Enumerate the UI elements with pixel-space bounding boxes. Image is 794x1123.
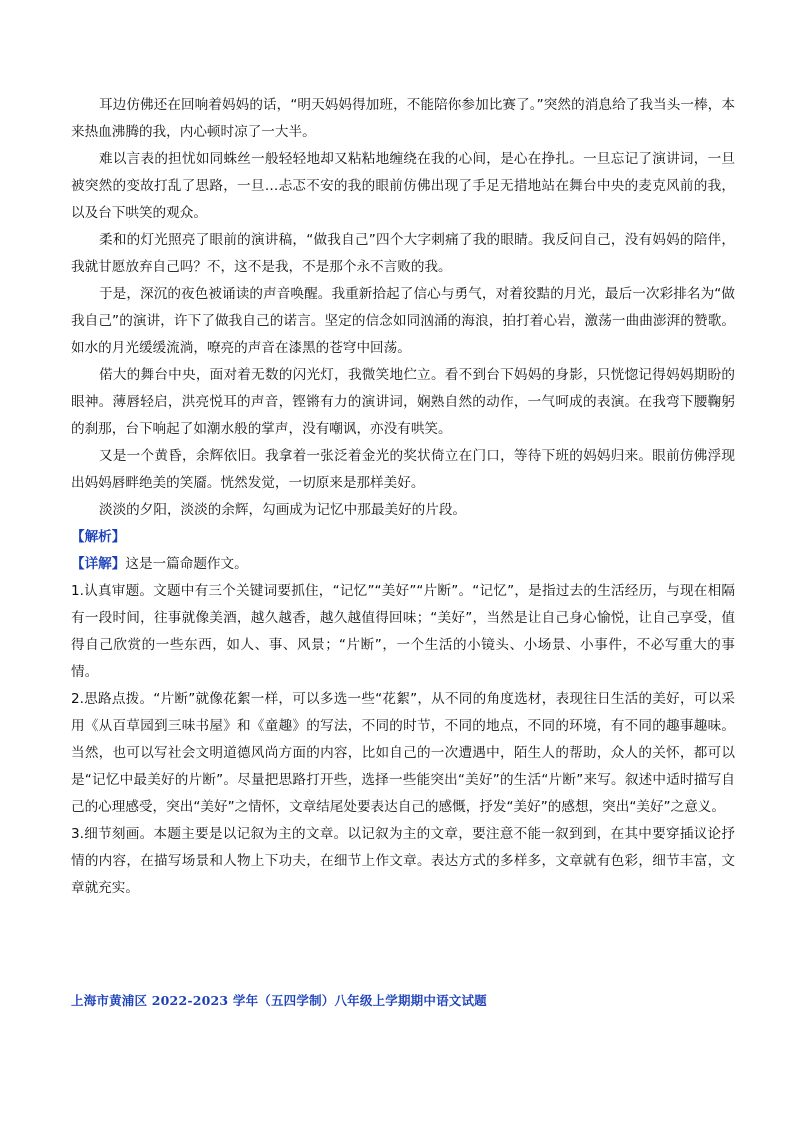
essay-paragraph: 又是一个黄昏，余辉依旧。我拿着一张泛着金光的奖状倚立在门口，等待下班的妈妈归来。眼前仿佛浮现出妈妈唇畔绝美的笑靥。恍然发觉，一切原来是那样美好。 bbox=[71, 448, 735, 491]
essay-paragraph: 偌大的舞台中央，面对着无数的闪光灯，我微笑地伫立。看不到台下妈妈的身影，只恍惚记得妈妈期盼的眼神。薄唇轻启，洪亮悦耳的声音，铿锵有力的演讲词，娴熟自然的动作，一气呵成的表演。在我弯下腰鞠躬的刹那，台下响起了如潮水般的掌声，没有嘲讽，亦没有哄笑。 bbox=[71, 367, 735, 437]
analysis-header: 【解析】 bbox=[71, 529, 126, 545]
page-content bbox=[71, 92, 735, 902]
essay-paragraph: 难以言表的担忧如同蛛丝一般轻轻地却又粘粘地缠绕在我的心间，是心在挣扎。一旦忘记了演讲词，一旦被突然的变故打乱了思路，一旦…忐忑不安的我的眼前仿佛出现了手足无措地站在舞台中央的麦克风前的我，以及台下哄笑的观众。 bbox=[71, 151, 735, 221]
analysis-detail bbox=[71, 551, 735, 578]
essay-paragraph: 于是，深沉的夜色被诵读的声音唤醒。我重新拾起了信心与勇气，对着狡黠的月光，最后一次彩排名为“做我自己”的演讲，许下了做我自己的诺言。坚定的信念如同汹涌的海浪，拍打着心岩，激荡一曲曲澎湃的赞歌。如水的月光缓缓流淌，嘹亮的声音在漆黑的苍穹中回荡。 bbox=[71, 286, 735, 356]
analysis-point: 2.思路点拨。“片断”就像花絮一样，可以多选一些“花絮”，从不同的角度选材，表现往日生活的美好，可以采用《从百草园到三味书屋》和《童趣》的写法，不同的时节，不同的地点，不同的环境，有不同的趣事趣味。当然，也可以写社会文明道德风尚方面的内容，比如自己的一次遭遇中，陌生人的帮助，众人的关怀，都可以是“记忆中最美好的片断”。尽量把思路打开些，选择一些能突出“美好”的生活“片断”来写。叙述中适时描写自己的心理感受，突出“美好”之情怀，文章结尾处要表达自己的感慨，抒发“美好”的感想，突出“美好”之意义。 bbox=[71, 691, 735, 815]
detail-tag: 【详解】 bbox=[71, 556, 126, 572]
essay-paragraph: 柔和的灯光照亮了眼前的演讲稿，“做我自己”四个大字刺痛了我的眼睛。我反问自己，没有妈妈的陪伴，我就甘愿放弃自己吗？不，这不是我，不是那个永不言败的我。 bbox=[71, 232, 735, 275]
exam-title: 上海市黄浦区 2022-2023 学年（五四学制）八年级上学期期中语文试题 bbox=[71, 993, 487, 1008]
analysis-point: 1.认真审题。文题中有三个关键词要抓住，“记忆”“美好”“片断”。“记忆”，是指过去的生活经历，与现在相隔有一段时间，往事就像美酒，越久越香，越久越值得回味；“美好”，当然是让自己身心愉悦，让自己享受，值得自己欣赏的一些东西，如人、事、风景；“片断”，一个生活的小镜头、小场景、小事件，不必写重大的事情。 bbox=[71, 583, 735, 680]
essay-paragraph: 耳边仿佛还在回响着妈妈的话，“明天妈妈得加班，不能陪你参加比赛了。”突然的消息给了我当头一棒，本来热血沸腾的我，内心顿时凉了一大半。 bbox=[71, 97, 735, 140]
detail-text: 这是一篇命题作文。 bbox=[125, 556, 248, 572]
essay-paragraph: 淡淡的夕阳，淡淡的余辉，勾画成为记忆中那最美好的片段。 bbox=[99, 502, 467, 518]
analysis-point: 3.细节刻画。本题主要是以记叙为主的文章。以记叙为主的文章，要注意不能一叙到到，在其中要穿插议论抒情的内容，在描写场景和人物上下功夫，在细节上作文章。表达方式的多样多，文章就有色彩，细节丰富，文章就充实。 bbox=[71, 826, 735, 896]
